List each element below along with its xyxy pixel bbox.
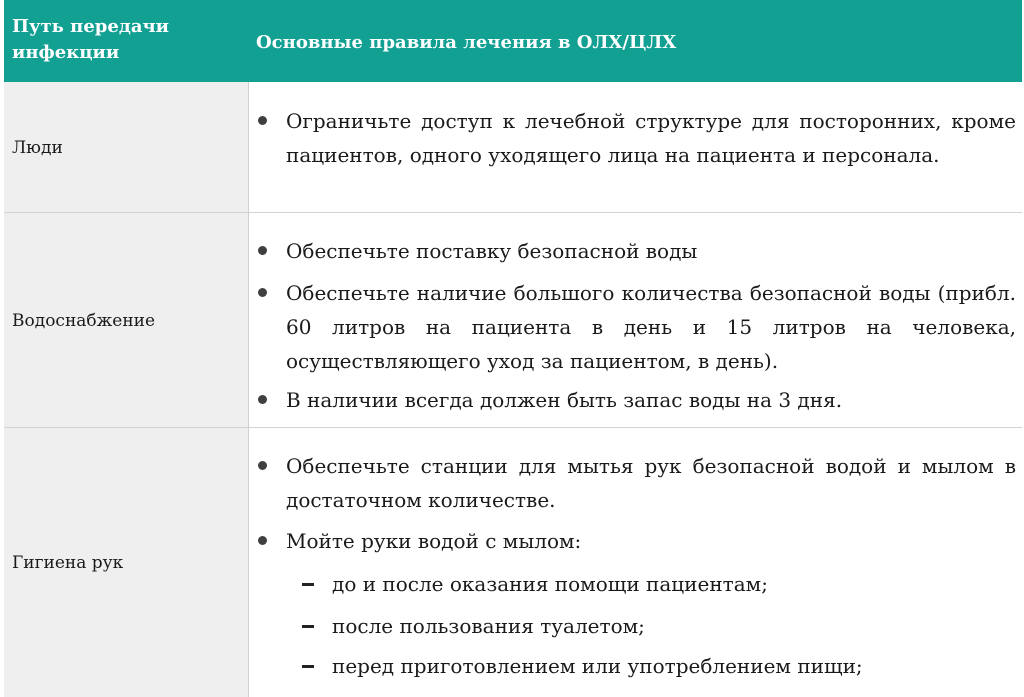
rules-cell xyxy=(250,82,1022,213)
table-header xyxy=(4,0,1022,82)
bullet-icon xyxy=(258,536,267,545)
rule-text: Обеспечьте станции для мытья рук безопасной водой и мылом в достаточном количестве. xyxy=(286,454,1016,512)
rule-text: Мойте руки водой с мылом: xyxy=(286,529,582,553)
bullet-icon xyxy=(258,288,267,297)
rule-text: Ограничьте доступ к лечебной структуре для посторонних, кроме пациентов, одного уходящего лица на пациента и персонала. xyxy=(286,109,1016,167)
bullet-icon xyxy=(258,246,267,255)
table-row-people xyxy=(4,82,1022,213)
table-row-hand-hygiene xyxy=(4,428,1022,697)
dash-icon xyxy=(302,625,314,628)
sub-rule-text: до и после оказания помощи пациентам; xyxy=(332,572,768,596)
dash-icon xyxy=(302,583,314,586)
column-divider xyxy=(248,213,249,428)
sub-rule-text: перед приготовлением или употреблением пищи; xyxy=(332,654,863,678)
bullet-icon xyxy=(258,395,267,404)
row-label-cell xyxy=(4,213,248,428)
row-label-cell xyxy=(4,82,248,213)
rules-cell xyxy=(250,428,1022,697)
rules-cell xyxy=(250,213,1022,428)
dash-icon xyxy=(302,665,314,668)
header-transmission-route: Путь передачи инфекции xyxy=(12,16,170,63)
bullet-icon xyxy=(258,461,267,470)
header-treatment-rules: Основные правила лечения в ОЛХ/ЦЛХ xyxy=(256,32,677,53)
rule-text: Обеспечьте наличие большого количества безопасной воды (прибл. 60 литров на пациента в день и 15 литров на человека, осуществляющего уход за пациентом, в день). xyxy=(286,281,1016,373)
row-label-water-supply: Водоснабжение xyxy=(12,310,156,331)
table-row-water-supply xyxy=(4,213,1022,428)
row-label-cell xyxy=(4,428,248,697)
sub-rule-text: после пользования туалетом; xyxy=(332,614,645,638)
infection-control-table xyxy=(4,0,1022,697)
row-label-hand-hygiene: Гигиена рук xyxy=(12,552,124,573)
row-label-people: Люди xyxy=(12,137,63,158)
column-divider xyxy=(248,82,249,213)
column-divider xyxy=(248,428,249,697)
rule-text: Обеспечьте поставку безопасной воды xyxy=(286,239,698,263)
bullet-icon xyxy=(258,116,267,125)
rule-text: В наличии всегда должен быть запас воды на 3 дня. xyxy=(286,388,843,412)
